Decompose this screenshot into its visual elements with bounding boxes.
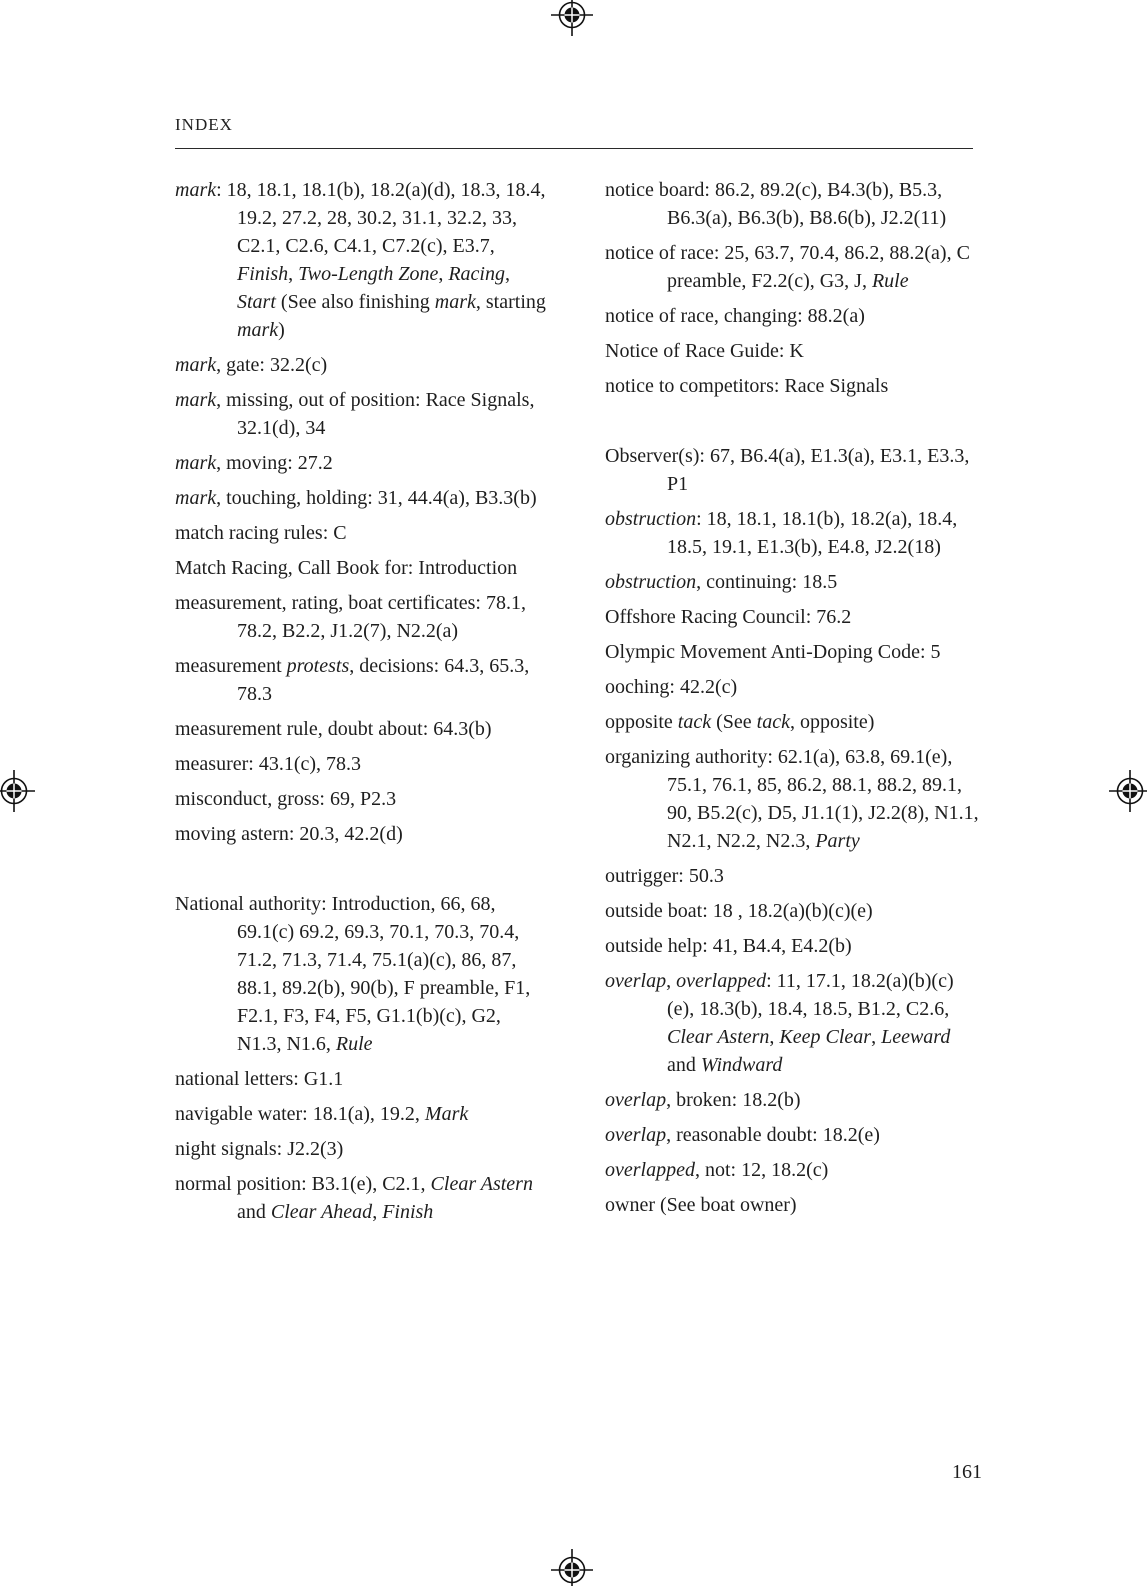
entry-segment: , — [504, 263, 510, 285]
entry-segment: outside boat: 18 , 18.2(a)(b)(c)(e) — [605, 900, 873, 922]
entry-segment: night signals: J2.2(3) — [175, 1138, 344, 1160]
entry-segment: opposite — [605, 711, 678, 733]
entry-segment: measurement, rating, boat certificates: 78.1, 78.2, B2.2, J1.2(7), N2.2(a) — [175, 592, 526, 642]
index-entry — [605, 932, 980, 960]
entry-segment: Leeward — [881, 1026, 951, 1048]
entry-segment: and — [237, 1201, 271, 1223]
entry-segment: outside help: 41, B4.4, E4.2(b) — [605, 935, 852, 957]
index-entry — [605, 1086, 980, 1114]
entry-segment: match racing rules: C — [175, 522, 347, 544]
entry-segment: mark — [237, 319, 279, 341]
entry-segment: National authority: Introduction, 66, 68, 69.1(c) 69.2, 69.3, 70.1, 70.3, 70.4, 71.2, 71.3, 71.4, 75.1(a)(c), 86, 87, 88.1, 89.2(b), 90(b), F preamble, F1, F2.1, F3, F4, F5, G1.1(b)(c), G2, N1.3, N1.6, — [175, 893, 531, 1055]
index-entry — [175, 750, 550, 778]
index-entry — [175, 589, 550, 645]
entry-segment: , — [438, 263, 449, 285]
entry-segment: moving astern: 20.3, 42.2(d) — [175, 823, 403, 845]
index-entry — [605, 673, 980, 701]
entry-segment: (See — [711, 711, 757, 733]
entry-segment: , broken: 18.2(b) — [666, 1089, 801, 1111]
index-entry — [175, 351, 550, 379]
index-entry — [175, 1100, 550, 1128]
index-entry — [605, 176, 980, 232]
entry-segment: Olympic Movement Anti-Doping Code: 5 — [605, 641, 941, 663]
entry-segment: protests — [286, 655, 350, 677]
entry-segment: mark — [175, 452, 217, 474]
entry-segment: organizing authority: 62.1(a), 63.8, 69.1(e), 75.1, 76.1, 85, 86.2, 88.1, 88.2, 89.1, 90, B5.2(c), D5, J1.1(1), J2.2(8), N1.1, N2.1, N2.2, N2.3, — [605, 746, 979, 852]
index-entry — [175, 652, 550, 708]
index-entry — [175, 519, 550, 547]
entry-segment: Keep Clear — [779, 1026, 872, 1048]
entry-segment: , opposite) — [789, 711, 875, 733]
entry-segment: , — [372, 1201, 383, 1223]
entry-segment: , not: 12, 18.2(c) — [694, 1159, 829, 1181]
index-entry — [605, 1121, 980, 1149]
entry-segment: misconduct, gross: 69, P2.3 — [175, 788, 397, 810]
entry-segment: obstruction — [605, 508, 697, 530]
index-entry — [605, 302, 980, 330]
index-entry — [605, 239, 980, 295]
page-header — [175, 114, 973, 149]
entry-segment: , — [288, 263, 299, 285]
index-entry — [605, 897, 980, 925]
index-entry — [605, 708, 980, 736]
index-content — [175, 176, 980, 1233]
entry-segment: , moving: 27.2 — [216, 452, 333, 474]
entry-segment: mark — [175, 487, 217, 509]
entry-segment: , — [769, 1026, 780, 1048]
entry-segment: normal position: B3.1(e), C2.1, — [175, 1173, 431, 1195]
entry-segment: (See also finishing — [275, 291, 435, 313]
entry-segment: , — [666, 970, 677, 992]
entry-segment: notice board: 86.2, 89.2(c), B4.3(b), B5.3, B6.3(a), B6.3(b), B8.6(b), J2.2(11) — [605, 179, 947, 229]
entry-segment: Finish — [237, 263, 289, 285]
index-entry — [175, 554, 550, 582]
index-entry — [175, 1135, 550, 1163]
entry-segment: overlapped — [605, 1159, 695, 1181]
entry-segment: notice to competitors: Race Signals — [605, 375, 889, 397]
entry-segment: ooching: 42.2(c) — [605, 676, 738, 698]
entry-segment: measurer: 43.1(c), 78.3 — [175, 753, 362, 775]
index-column-right — [605, 176, 980, 1226]
registration-mark-icon — [550, 1548, 594, 1586]
entry-segment: Clear Astern — [430, 1173, 533, 1195]
entry-segment: national letters: G1.1 — [175, 1068, 344, 1090]
entry-segment: Racing — [448, 263, 505, 285]
entry-segment: notice of race: 25, 63.7, 70.4, 86.2, 88.2(a), C preamble, F2.2(c), G3, J, — [605, 242, 970, 292]
page-title: INDEX — [175, 115, 233, 134]
entry-segment: , continuing: 18.5 — [696, 571, 838, 593]
entry-segment: Party — [815, 830, 860, 852]
index-entry — [175, 715, 550, 743]
entry-segment: outrigger: 50.3 — [605, 865, 724, 887]
entry-segment: Two-Length Zone — [298, 263, 439, 285]
registration-mark-icon — [1108, 769, 1147, 813]
entry-segment: ) — [278, 319, 285, 341]
index-entry — [175, 1170, 550, 1226]
registration-mark-icon — [550, 0, 594, 37]
index-entry — [605, 505, 980, 561]
entry-segment: notice of race, changing: 88.2(a) — [605, 305, 865, 327]
index-entry — [605, 568, 980, 596]
entry-segment: Rule — [335, 1033, 373, 1055]
entry-segment: mark — [175, 389, 217, 411]
entry-segment: Start — [237, 291, 276, 313]
entry-segment: , missing, out of position: Race Signals, 32.1(d), 34 — [216, 389, 535, 439]
entry-segment: Match Racing, Call Book for: Introduction — [175, 557, 518, 579]
index-entry — [605, 1191, 980, 1219]
entry-segment: mark — [434, 291, 476, 313]
entry-segment: , starting — [475, 291, 546, 313]
index-entry — [605, 603, 980, 631]
entry-segment: navigable water: 18.1(a), 19.2, — [175, 1103, 425, 1125]
entry-segment: Clear Astern — [667, 1026, 770, 1048]
entry-segment: , touching, holding: 31, 44.4(a), B3.3(b) — [216, 487, 537, 509]
entry-segment: tack — [677, 711, 712, 733]
entry-segment: , decisions: 64.3, 65.3, 78.3 — [237, 655, 530, 705]
entry-segment: , reasonable doubt: 18.2(e) — [666, 1124, 880, 1146]
entry-segment: measurement rule, doubt about: 64.3(b) — [175, 718, 492, 740]
entry-segment: , — [871, 1026, 882, 1048]
entry-segment: mark — [175, 179, 217, 201]
entry-segment: obstruction — [605, 571, 697, 593]
index-entry — [605, 638, 980, 666]
entry-segment: Observer(s): 67, B6.4(a), E1.3(a), E3.1, E3.3, P1 — [605, 445, 970, 495]
entry-segment: : 18, 18.1, 18.1(b), 18.2(a)(d), 18.3, 18.4, 19.2, 27.2, 28, 30.2, 31.1, 32.2, 33, C2.1, C2.6, C4.1, C7.2(c), E3.7, — [216, 179, 546, 257]
entry-segment: overlapped — [676, 970, 767, 992]
index-entry — [175, 1065, 550, 1093]
index-entry — [175, 176, 550, 344]
index-entry — [605, 743, 980, 855]
entry-segment: owner (See boat owner) — [605, 1194, 797, 1216]
entry-segment: Finish — [382, 1201, 434, 1223]
index-entry — [605, 337, 980, 365]
index-entry — [605, 967, 980, 1079]
entry-segment: Clear Ahead — [270, 1201, 373, 1223]
index-column-left — [175, 176, 550, 1233]
index-entry — [175, 484, 550, 512]
page-number: 161 — [952, 1461, 982, 1483]
index-entry — [605, 372, 980, 400]
index-entry — [175, 386, 550, 442]
index-entry — [175, 785, 550, 813]
entry-segment: overlap — [605, 1124, 667, 1146]
entry-segment: : 11, 17.1, 18.2(a)(b)(c)(e), 18.3(b), 18.4, 18.5, B1.2, C2.6, — [667, 970, 954, 1020]
index-entry — [605, 442, 980, 498]
entry-segment: Offshore Racing Council: 76.2 — [605, 606, 852, 628]
entry-segment: measurement — [175, 655, 287, 677]
index-entry — [175, 820, 550, 848]
entry-segment: Mark — [424, 1103, 469, 1125]
entry-segment: : 18, 18.1, 18.1(b), 18.2(a), 18.4, 18.5, 19.1, E1.3(b), E4.8, J2.2(18) — [667, 508, 958, 558]
entry-segment: mark — [175, 354, 217, 376]
index-entry — [605, 862, 980, 890]
entry-segment: Notice of Race Guide: K — [605, 340, 804, 362]
entry-segment: Windward — [700, 1054, 783, 1076]
registration-mark-icon — [0, 769, 36, 813]
index-entry — [175, 890, 550, 1058]
entry-segment: and — [667, 1054, 701, 1076]
index-entry — [605, 1156, 980, 1184]
entry-segment: tack — [756, 711, 790, 733]
entry-segment: overlap — [605, 970, 667, 992]
index-entry — [175, 449, 550, 477]
entry-segment: Rule — [871, 270, 909, 292]
entry-segment: , gate: 32.2(c) — [216, 354, 328, 376]
entry-segment: overlap — [605, 1089, 667, 1111]
